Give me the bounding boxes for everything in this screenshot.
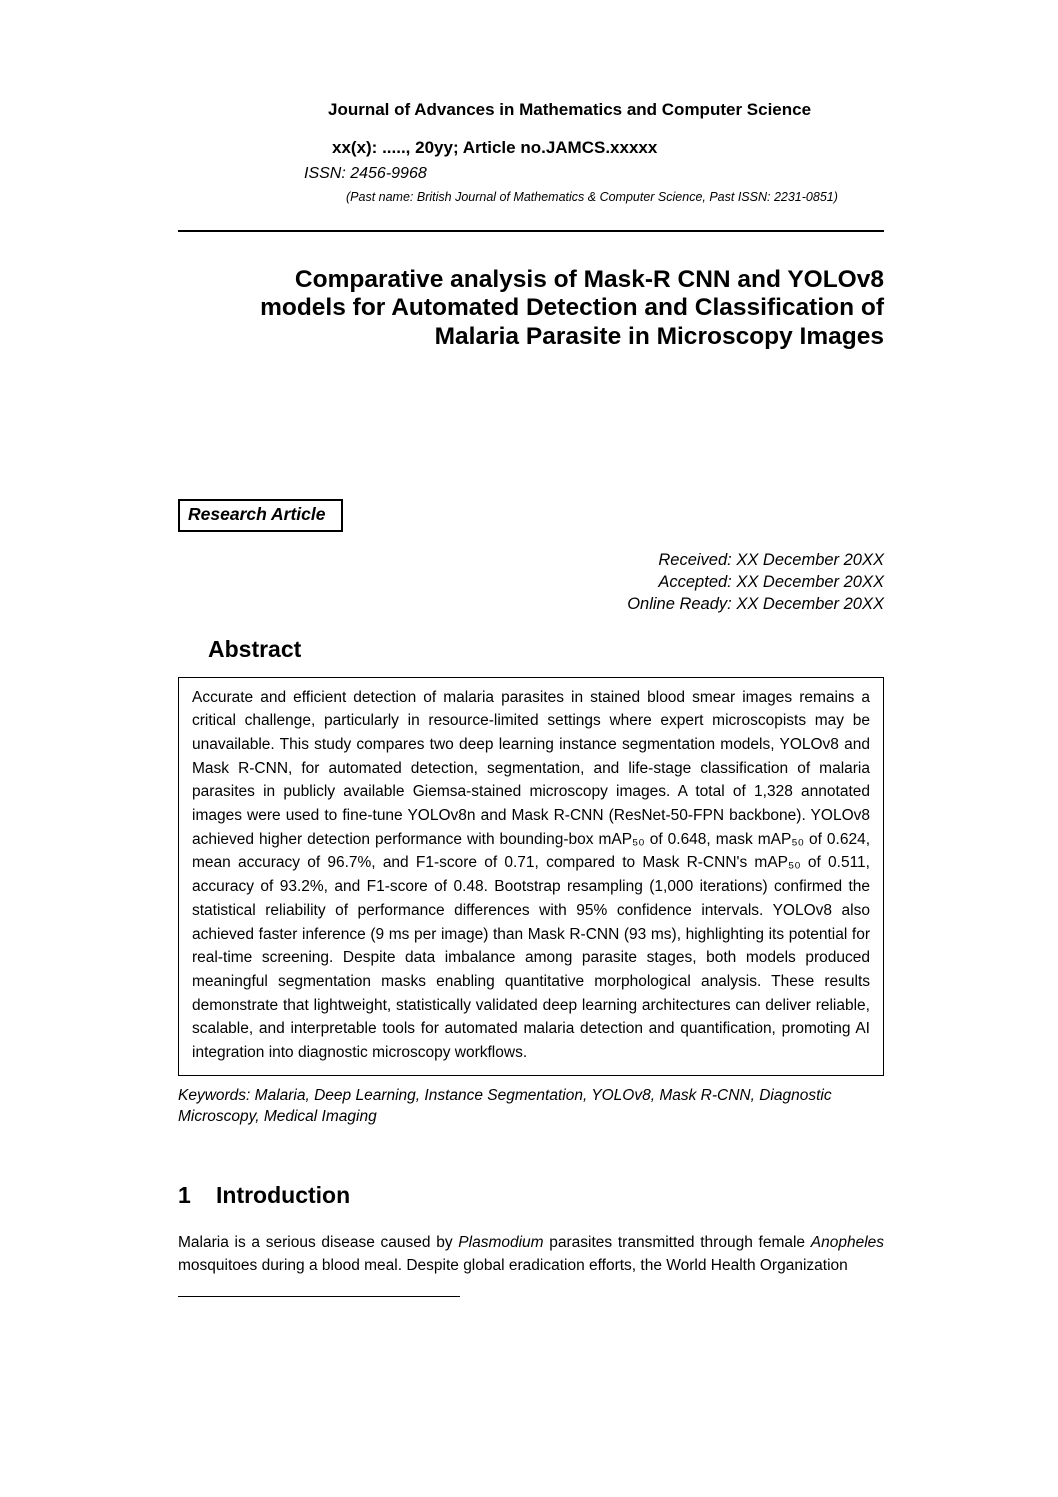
received-date: Received: XX December 20XX xyxy=(658,551,884,570)
accepted-date: Accepted: XX December 20XX xyxy=(658,572,884,591)
journal-past-name: (Past name: British Journal of Mathematics & Computer Science, Past ISSN: 2231-0851) xyxy=(346,190,838,204)
introduction-heading xyxy=(178,1182,884,1209)
journal-name: Journal of Advances in Mathematics and Computer Science xyxy=(328,100,812,119)
intro-italic-plasmodium: Plasmodium xyxy=(458,1234,544,1252)
section-title: Introduction xyxy=(216,1182,351,1209)
footnote-divider xyxy=(178,1296,460,1297)
journal-masthead xyxy=(178,100,884,204)
article-title: Comparative analysis of Mask-R CNN and YOLOv8 models for Automated Detection and Classification of Malaria Parasite in Microscopy Images xyxy=(260,266,884,350)
article-type-label: Research Article xyxy=(188,504,326,525)
online-ready-date: Online Ready: XX December 20XX xyxy=(627,594,884,613)
abstract-box xyxy=(178,677,884,1076)
intro-text-segment: parasites transmitted through female xyxy=(543,1234,811,1252)
intro-italic-anopheles: Anopheles xyxy=(810,1234,885,1252)
intro-text-segment: Malaria is a serious disease caused by xyxy=(178,1234,459,1252)
header-divider xyxy=(178,230,884,232)
dates-block xyxy=(178,550,884,615)
journal-issn: ISSN: 2456-9968 xyxy=(304,165,427,182)
intro-text-segment: mosquitoes during a blood meal. Despite global eradication efforts, the World Health Organization xyxy=(178,1257,848,1275)
article-type-badge xyxy=(178,499,343,532)
introduction-paragraph xyxy=(178,1231,884,1278)
abstract-text: Accurate and efficient detection of malaria parasites in stained blood smear images remains a critical challenge, particularly in resource-limited settings where expert microscopists may be unavailable. This study compares two deep learning instance segmentation models, YOLOv8 and Mask R-CNN, for automated detection, segmentation, and life-stage classification of malaria parasites in publicly available Giemsa-stained microscopy images. A total of 1,328 annotated images were used to fine-tune YOLOv8n and Mask R-CNN (ResNet-50-FPN backbone). YOLOv8 achieved higher detection performance with bounding-box mAP₅₀ of 0.648, mask mAP₅₀ of 0.624, mean accuracy of 96.7%, and F1-score of 0.71, compared to Mask R-CNN's mAP₅₀ of 0.511, accuracy of 93.2%, and F1-score of 0.48. Bootstrap resampling (1,000 iterations) confirmed the statistical reliability of performance differences with 95% confidence intervals. YOLOv8 also achieved faster inference (9 ms per image) than Mask R-CNN (93 ms), highlighting its potential for real-time screening. Despite data imbalance among parasite stages, both models produced meaningful segmentation masks enabling quantitative morphological analysis. These results demonstrate that lightweight, statistically validated deep learning architectures can deliver reliable, scalable, and interpretable tools for automated malaria detection and quantification, promoting AI integration into diagnostic microscopy workflows. xyxy=(192,688,870,1062)
abstract-heading: Abstract xyxy=(208,635,302,662)
section-number: 1 xyxy=(178,1182,191,1209)
keywords-line: Keywords: Malaria, Deep Learning, Instance Segmentation, YOLOv8, Mask R-CNN, Diagnostic Microscopy, Medical Imaging xyxy=(178,1086,832,1126)
journal-issue-line: xx(x): ....., 20yy; Article no.JAMCS.xxxxx xyxy=(332,138,658,157)
